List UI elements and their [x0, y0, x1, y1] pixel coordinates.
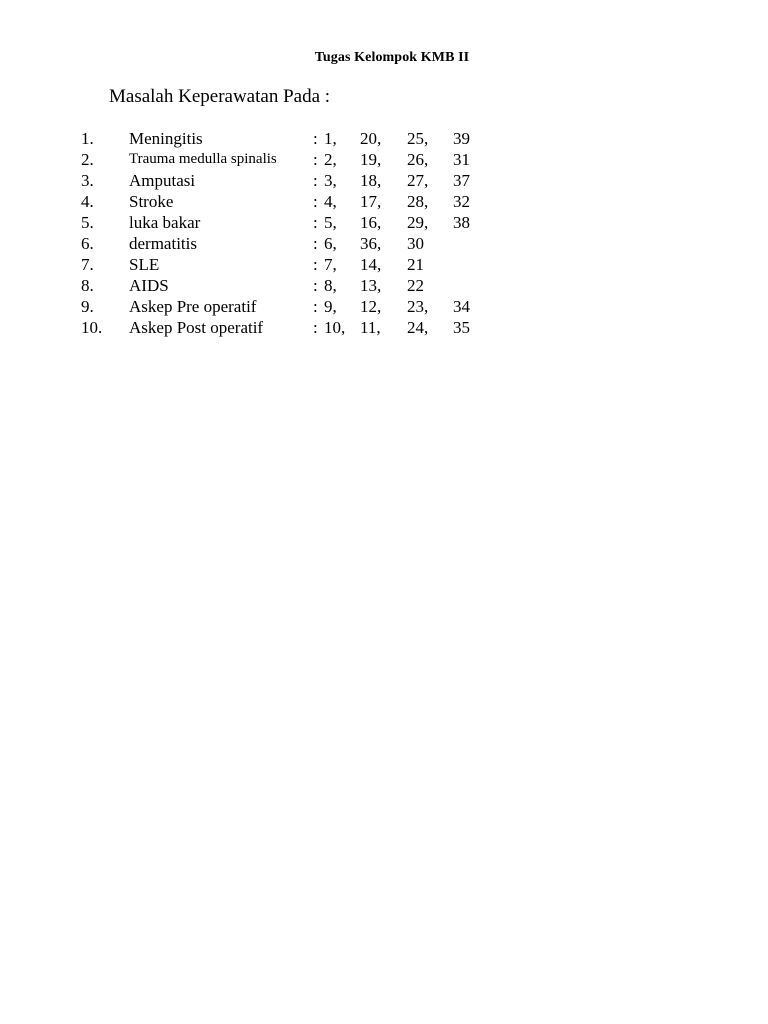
- list-item: [0, 128, 768, 149]
- item-value-1: 7,: [324, 255, 337, 274]
- list-item: [0, 233, 768, 254]
- item-value-2: 14,: [360, 255, 382, 274]
- item-value-4: 34: [453, 297, 470, 316]
- item-value-2: 36,: [360, 234, 382, 253]
- list-item: [0, 149, 768, 170]
- list-item: [0, 296, 768, 317]
- item-topic: Askep Pre operatif: [129, 297, 257, 316]
- list-item: [0, 275, 768, 296]
- page-title: Masalah Keperawatan Pada :: [109, 86, 331, 107]
- item-number: 9.: [81, 297, 94, 316]
- item-value-2: 17,: [360, 192, 382, 211]
- item-separator: :: [313, 129, 318, 148]
- item-value-4: 39: [453, 129, 470, 148]
- item-number: 6.: [81, 234, 94, 253]
- item-number: 2.: [81, 150, 94, 169]
- item-value-1: 9,: [324, 297, 337, 316]
- item-topic: AIDS: [129, 276, 169, 295]
- item-value-4: 31: [453, 150, 470, 169]
- item-value-3: 28,: [407, 192, 429, 211]
- item-value-3: 22: [407, 276, 424, 295]
- item-number: 3.: [81, 171, 94, 190]
- item-separator: :: [313, 150, 318, 169]
- item-value-1: 8,: [324, 276, 337, 295]
- item-number: 1.: [81, 129, 94, 148]
- item-value-4: 37: [453, 171, 470, 190]
- item-separator: :: [313, 171, 318, 190]
- item-value-2: 12,: [360, 297, 382, 316]
- item-value-2: 13,: [360, 276, 382, 295]
- item-separator: :: [313, 276, 318, 295]
- header-text: Tugas Kelompok KMB II: [314, 50, 470, 65]
- item-separator: :: [313, 213, 318, 232]
- item-topic: Stroke: [129, 192, 174, 211]
- document-header: [0, 50, 768, 66]
- item-value-1: 4,: [324, 192, 337, 211]
- item-separator: :: [313, 318, 318, 337]
- item-value-1: 2,: [324, 150, 337, 169]
- item-value-3: 21: [407, 255, 424, 274]
- item-separator: :: [313, 192, 318, 211]
- item-value-3: 26,: [407, 150, 429, 169]
- list-item: [0, 191, 768, 212]
- item-value-1: 3,: [324, 171, 337, 190]
- item-separator: :: [313, 255, 318, 274]
- item-value-1: 10,: [324, 318, 346, 337]
- list-item: [0, 254, 768, 275]
- item-number: 4.: [81, 192, 94, 211]
- item-value-2: 18,: [360, 171, 382, 190]
- item-number: 10.: [81, 318, 103, 337]
- item-value-3: 23,: [407, 297, 429, 316]
- item-number: 7.: [81, 255, 94, 274]
- topic-list: [0, 128, 768, 338]
- item-value-4: 35: [453, 318, 470, 337]
- item-topic: Meningitis: [129, 129, 203, 148]
- item-value-2: 11,: [360, 318, 381, 337]
- item-topic: luka bakar: [129, 213, 201, 232]
- item-value-3: 24,: [407, 318, 429, 337]
- item-value-2: 20,: [360, 129, 382, 148]
- item-value-1: 1,: [324, 129, 337, 148]
- item-value-1: 5,: [324, 213, 337, 232]
- list-item: [0, 170, 768, 191]
- item-value-3: 30: [407, 234, 424, 253]
- item-value-1: 6,: [324, 234, 337, 253]
- item-topic: SLE: [129, 255, 160, 274]
- item-value-4: 38: [453, 213, 470, 232]
- item-separator: :: [313, 234, 318, 253]
- item-number: 5.: [81, 213, 94, 232]
- item-value-2: 19,: [360, 150, 382, 169]
- item-value-3: 29,: [407, 213, 429, 232]
- item-separator: :: [313, 297, 318, 316]
- item-value-4: 32: [453, 192, 470, 211]
- item-topic: Askep Post operatif: [129, 318, 264, 337]
- item-number: 8.: [81, 276, 94, 295]
- list-item: [0, 212, 768, 233]
- item-value-3: 27,: [407, 171, 429, 190]
- item-topic: Amputasi: [129, 171, 196, 190]
- item-topic: Trauma medulla spinalis: [129, 151, 277, 167]
- item-topic: dermatitis: [129, 234, 197, 253]
- item-value-3: 25,: [407, 129, 429, 148]
- item-value-2: 16,: [360, 213, 382, 232]
- list-item: [0, 317, 768, 338]
